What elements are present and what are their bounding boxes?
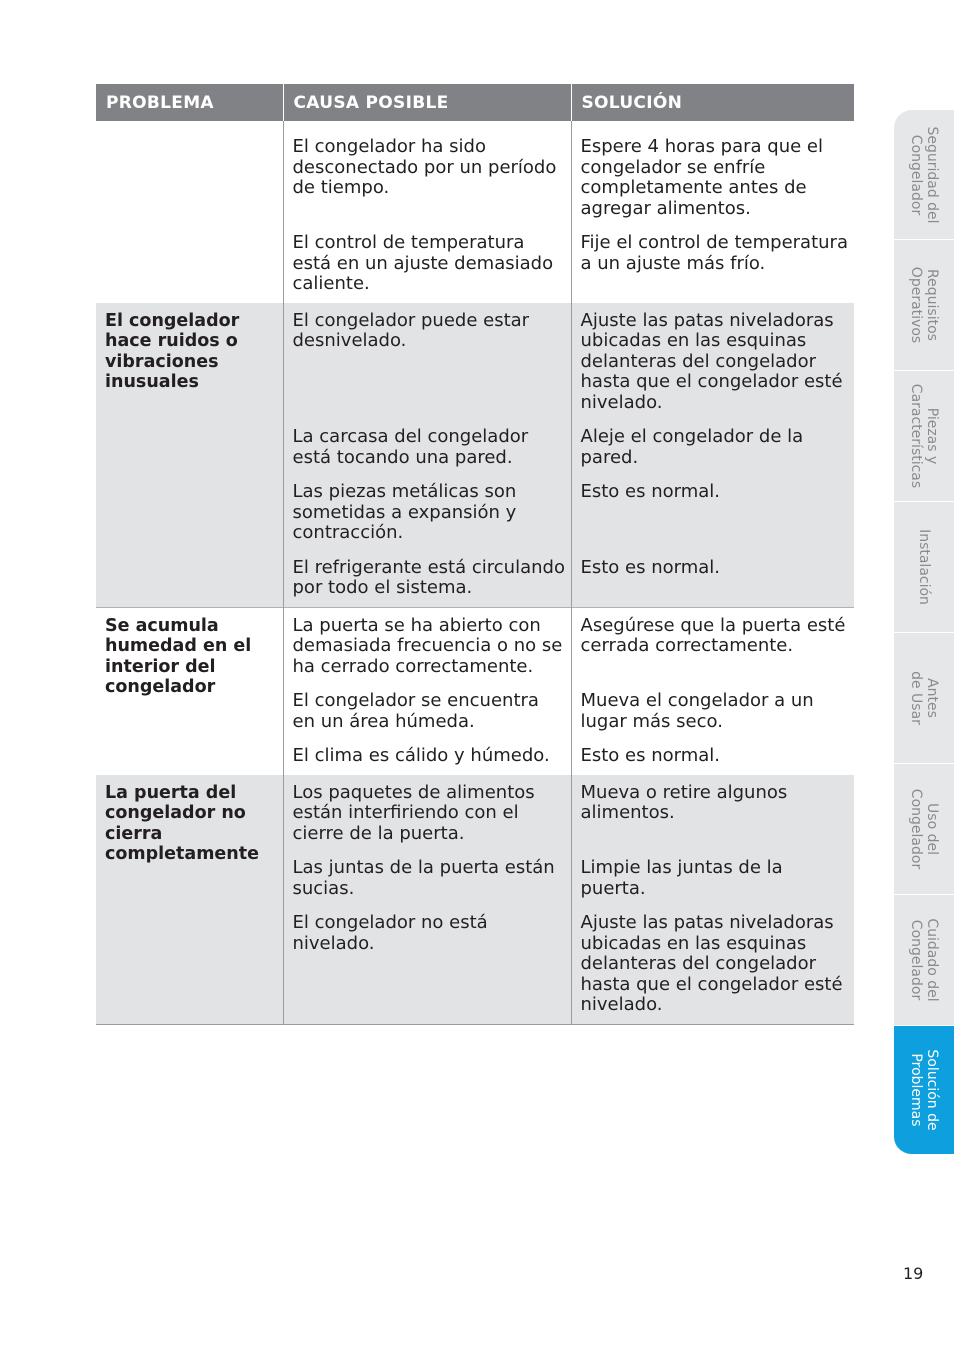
cause-cell: Los paquetes de alimentos están interfiriendo con el cierre de la puerta. (283, 775, 571, 845)
cause-cell: El refrigerante está circulando por todo el sistema. (283, 544, 571, 608)
solution-cell: Aleje el congelador de la pared. (571, 413, 854, 468)
solution-cell: Espere 4 horas para que el congelador se enfríe completamente antes de agregar alimentos. (571, 121, 854, 219)
header-causa-posible: CAUSA POSIBLE (283, 84, 571, 121)
tab-uso-del-congelador[interactable] (894, 764, 954, 895)
cause-cell: El control de temperatura está en un ajuste demasiado caliente. (283, 219, 571, 303)
tab-label: Solución de Problemas (908, 1049, 940, 1131)
header-solucion: SOLUCIÓN (571, 84, 854, 121)
cause-cell: El congelador ha sido desconectado por un período de tiempo. (283, 121, 571, 219)
cause-cell: El congelador se encuentra en un área húmeda. (283, 677, 571, 732)
cause-cell: El congelador no está nivelado. (283, 899, 571, 1024)
solution-cell: Ajuste las patas niveladoras ubicadas en las esquinas delanteras del congelador hasta que el congelador esté nivelado. (571, 899, 854, 1024)
cause-cell: El clima es cálido y húmedo. (283, 732, 571, 775)
table-row (96, 775, 854, 845)
solution-cell: Asegúrese que la puerta esté cerrada correctamente. (571, 607, 854, 677)
tab-instalacion[interactable] (894, 502, 954, 633)
tab-piezas-y-caracteristicas[interactable] (894, 371, 954, 502)
solution-cell: Esto es normal. (571, 544, 854, 608)
tab-label: Cuidado del Congelador (908, 918, 940, 1002)
cause-cell: La carcasa del congelador está tocando una pared. (283, 413, 571, 468)
header-problema: PROBLEMA (96, 84, 283, 121)
solution-cell: Esto es normal. (571, 468, 854, 544)
tab-solucion-de-problemas[interactable] (894, 1026, 954, 1155)
table-header-row (96, 84, 854, 121)
problem-cell: El congelador hace ruidos o vibraciones inusuales (96, 303, 283, 608)
tab-antes-de-usar[interactable] (894, 633, 954, 764)
cause-cell: Las juntas de la puerta están sucias. (283, 844, 571, 899)
solution-cell: Ajuste las patas niveladoras ubicadas en las esquinas delanteras del congelador hasta que el congelador esté nivelado. (571, 303, 854, 414)
cause-cell: El congelador puede estar desnivelado. (283, 303, 571, 414)
cause-cell: Las piezas metálicas son sometidas a expansión y contracción. (283, 468, 571, 544)
solution-cell: Limpie las juntas de la puerta. (571, 844, 854, 899)
tab-label: Instalación (916, 529, 932, 605)
tab-label: Antes de Usar (908, 671, 940, 725)
problem-cell: Se acumula humedad en el interior del congelador (96, 607, 283, 775)
tab-label: Seguridad del Congelador (908, 125, 940, 224)
troubleshooting-table (96, 84, 854, 1025)
problem-cell: La puerta del congelador no cierra completamente (96, 775, 283, 1025)
tab-seguridad-del-congelador[interactable] (894, 110, 954, 240)
solution-cell: Esto es normal. (571, 732, 854, 775)
table-row (96, 607, 854, 677)
cause-cell: La puerta se ha abierto con demasiada frecuencia o no se ha cerrado correctamente. (283, 607, 571, 677)
page-number: 19 (903, 1264, 924, 1283)
solution-cell: Mueva o retire algunos alimentos. (571, 775, 854, 845)
solution-cell: Mueva el congelador a un lugar más seco. (571, 677, 854, 732)
tab-requisitos-operativos[interactable] (894, 240, 954, 371)
tab-cuidado-del-congelador[interactable] (894, 895, 954, 1026)
solution-cell: Fije el control de temperatura a un ajuste más frío. (571, 219, 854, 303)
tab-label: Requisitos Operativos (908, 266, 940, 344)
table-row (96, 121, 854, 219)
tab-label: Piezas y Características (908, 383, 940, 489)
tab-label: Uso del Congelador (908, 788, 940, 870)
table-row (96, 303, 854, 414)
problem-cell (96, 121, 283, 303)
